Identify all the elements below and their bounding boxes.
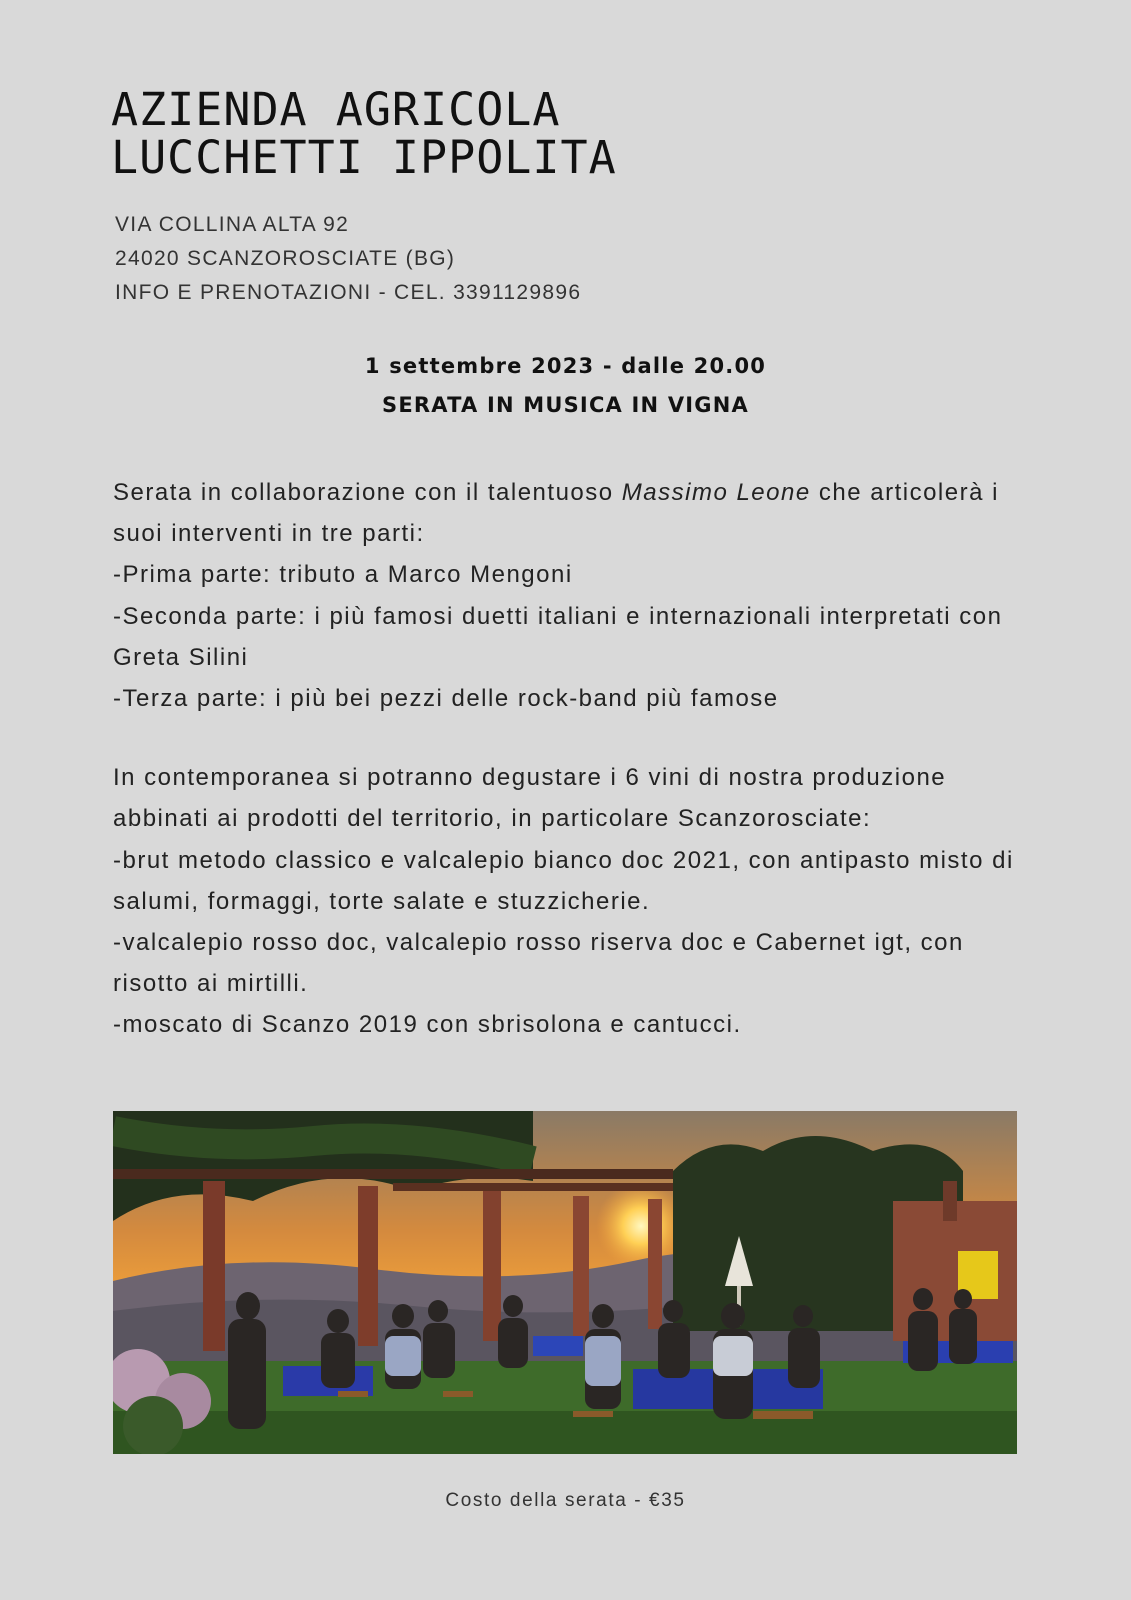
- program-part-3: -Terza parte: i più bei pezzi delle rock-band più famose: [113, 685, 779, 713]
- title-line-2: LUCCHETTI IPPOLITA: [111, 131, 617, 184]
- address-street: VIA COLLINA ALTA 92: [115, 213, 350, 236]
- program-part-2: -Seconda parte: i più famosi duetti italiani e internazionali interpretati con Greta Silini: [113, 602, 1003, 671]
- tasting-intro: In contemporanea si potranno degustare i 6 vini di nostra produzione abbinati ai prodotti del territorio, in particolare Scanzorosciate:: [113, 764, 947, 833]
- event-name: SERATA IN MUSICA IN VIGNA: [382, 393, 749, 417]
- page-title: [111, 83, 1011, 184]
- event-date: 1 settembre 2023 - dalle 20.00: [364, 354, 767, 378]
- pairing-1: -brut metodo classico e valcalepio bianco doc 2021, con antipasto misto di salumi, formaggi, torte salate e stuzzicherie.: [113, 846, 1014, 915]
- event-cost: Costo della serata - €35: [445, 1490, 686, 1511]
- address-block: [115, 208, 581, 310]
- title-line-1: AZIENDA AGRICOLA: [111, 83, 561, 136]
- pairing-2: -valcalepio rosso doc, valcalepio rosso riserva doc e Cabernet igt, con risotto ai mirtilli.: [113, 929, 964, 998]
- event-description: [113, 472, 1033, 1046]
- address-city: 24020 SCANZOROSCIATE (BG): [115, 247, 456, 270]
- pairing-3: -moscato di Scanzo 2019 con sbrisolona e cantucci.: [113, 1011, 742, 1039]
- event-heading: [0, 347, 1131, 425]
- event-photo: [113, 1111, 1017, 1454]
- program-part-1: -Prima parte: tributo a Marco Mengoni: [113, 561, 573, 589]
- address-contact: INFO E PRENOTAZIONI - CEL. 3391129896: [115, 281, 582, 304]
- artist-name: Massimo Leone: [621, 479, 811, 506]
- intro-paragraph: Serata in collaborazione con il talentuoso Massimo Leone che articolerà i suoi interventi in tre parti:: [113, 479, 999, 548]
